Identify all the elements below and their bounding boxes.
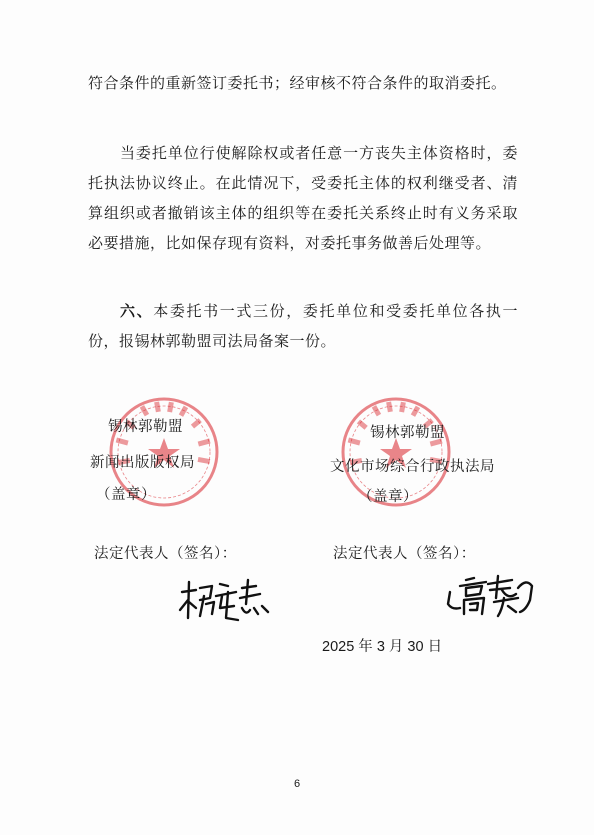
- left-org-line2: 新闻出版版权局: [90, 455, 195, 471]
- left-representative-label: 法定代表人（签名）：: [94, 546, 237, 562]
- left-stamp-label: （盖章）: [96, 487, 156, 503]
- right-org-line2: 文化市场综合行政执法局: [330, 459, 495, 475]
- paragraph-copies: [88, 296, 518, 356]
- clause-text: 本委托书一式三份，委托单位和受委托单位各执一份，报锡林郭勒盟司法局备案一份。: [88, 302, 518, 350]
- paragraph-continuation: 符合条件的重新签订委托书；经审核不符合条件的取消委托。: [88, 74, 507, 92]
- clause-number: 六、: [120, 302, 154, 320]
- right-org-line1: 锡林郭勒盟: [370, 425, 445, 441]
- left-handwritten-signature: [176, 574, 276, 626]
- right-handwritten-signature: [444, 570, 544, 622]
- left-org-line1: 锡林郭勒盟: [108, 419, 183, 435]
- paragraph-termination: 当委托单位行使解除权或者任意一方丧失主体资格时，委托执法协议终止。在此情况下，受委托主体的权利继受者、清算组织或者撤销该主体的组织等在委托关系终止时有义务采取必要措施，比如保存现有资料，对委托事务做善后处理等。: [88, 144, 518, 252]
- right-representative-label: 法定代表人（签名）：: [333, 546, 476, 562]
- right-stamp-label: （盖章）: [358, 489, 418, 505]
- page-number: 6: [293, 778, 301, 790]
- signing-date: 2025 年 3 月 30 日: [322, 639, 443, 655]
